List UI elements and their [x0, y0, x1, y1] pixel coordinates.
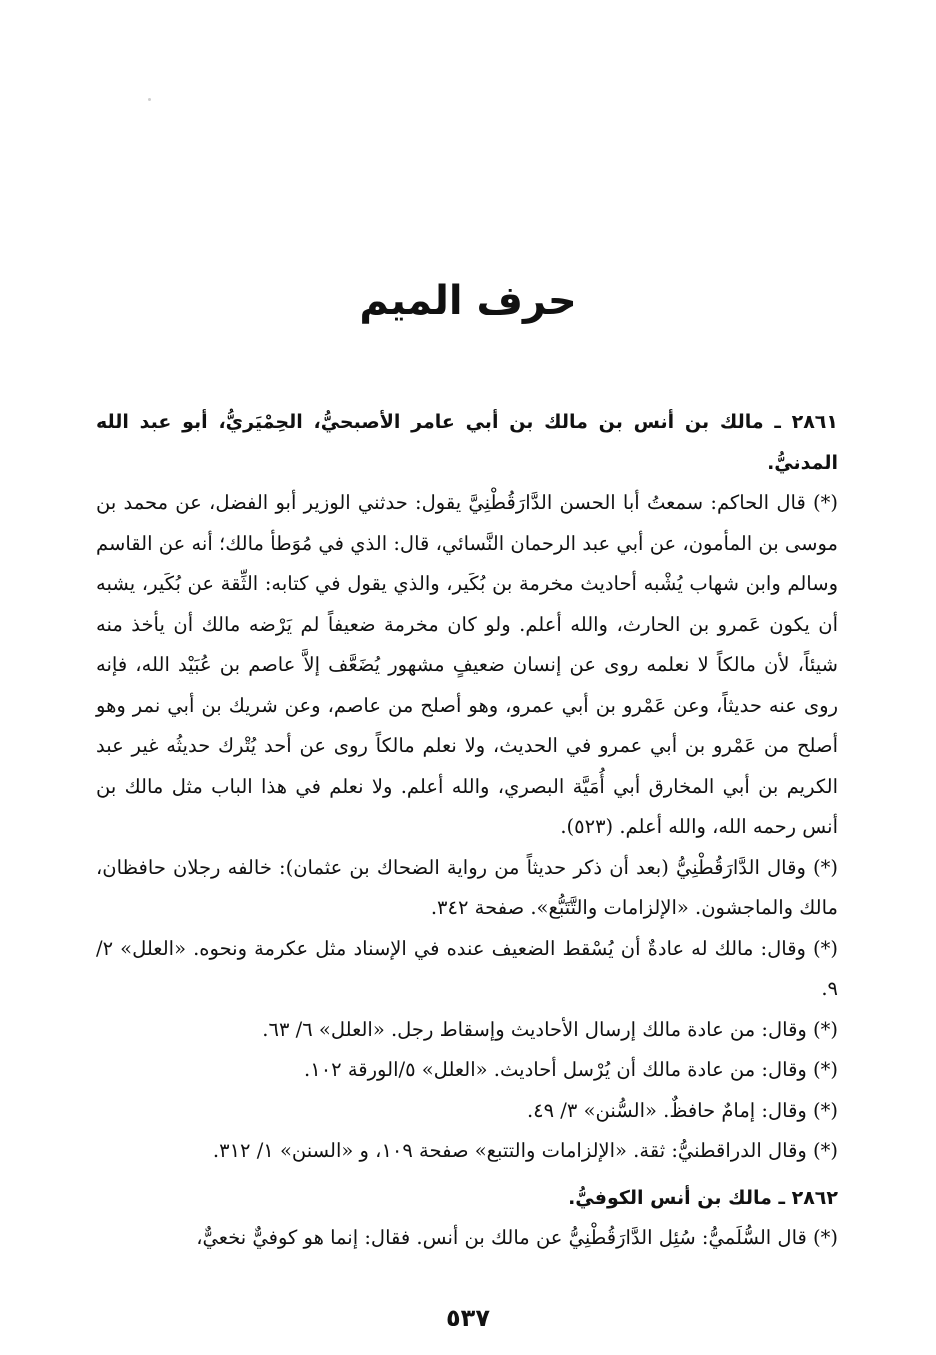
entry-2861-paragraph-hakim: (*) قال الحاكم: سمعتُ أبا الحسن الدَّارَقُطْنِيَّ يقول: حدثني الوزير أبو الفضل، عن محمد بن موسى بن المأمون، عن أبي عبد الرحمان النَّسائي، قال: الذي في مُوَطأ مالك؛ أنه عن القاسم وسالم وابن شهاب يُشْبه أحاديث مخرمة بن بُكَير، والذي يقول في كتابه: الثِّقة عن بُكَير، يشبه أن يكون عَمرو بن الحارث، والله أعلم. ولو كان مخرمة ضعيفاً لم يَرْضه مالك أن يأخذ منه شيئاً، لأن مالكاً لا نعلمه روى عن إنسان ضعيفٍ مشهور يُضَعَّف إلاَّ عاصم بن عُبَيْد الله، فإنه روى عنه حديثاً، وعن عَمْرو بن أبي عمرو، وهو أصلح من عاصم، وعن شريك بن أبي نمر وهو أصلح من عَمْرو بن أبي عمرو في الحديث، ولا نعلم مالكاً روى عن أحد يُتْرك حديثُه غير عبد الكريم بن أبي المخارق أبي أُمَيَّة البصري، والله أعلم. ولا نعلم في هذا الباب مثل مالك بن أنس رحمه الله، والله أعلم. (٥٢٣).: [96, 491, 838, 838]
scan-speck: [148, 98, 151, 101]
chapter-title: حرف الميم: [359, 277, 577, 324]
entry-2861-short-line-3: (*) وقال: إمامٌ حافظٌ. «السُّنن» ٣/ ٤٩.: [526, 1098, 838, 1122]
page-body: [96, 402, 838, 1259]
entry-2862-paragraph-sulami: (*) قال السُّلَميُّ: سُئِل الدَّارَقُطْنِيُّ عن مالك بن أنس. فقال: إنما هو كوفيٌّ نخعيٌّ،: [196, 1226, 838, 1249]
entry-2861-short-line-2: (*) وقال: من عادة مالك أن يُرْسل أحاديث. «العلل» ٥/الورقة ١٠٢.: [304, 1058, 838, 1081]
entry-2861-paragraph-ilal: (*) وقال: مالك له عادةٌ أن يُسْقط الضعيف عنده في الإسناد مثل عكرمة ونحوه. «العلل» ٢/ ٩.: [96, 936, 838, 1000]
entry-heading-2861: ٢٨٦١ ـ مالك بن أنس بن مالك بن أبي عامر الأصبحيُّ، الحِمْيَريُّ، أبو عبد الله المدنيُّ.: [96, 411, 838, 474]
entry-2861-short-line-4: (*) وقال الدراقطنيُّ: ثقة. «الإلزامات والتتبع» صفحة ١٠٩، و «السنن» ١/ ٣١٢.: [212, 1139, 838, 1162]
entry-heading-2862: ٢٨٦٢ ـ مالك بن أنس الكوفيُّ.: [568, 1186, 838, 1209]
entry-2861-paragraph-ilzamat: (*) وقال الدَّارَقُطْنِيُّ (بعد أن ذكر حديثاً من رواية الضحاك بن عثمان): خالفه رجلان حافظان، مالك والماجشون. «الإلزامات والتَّتَبُّع». صفحة ٣٤٢.: [96, 855, 838, 919]
page-number: ٥٣٧: [446, 1304, 490, 1332]
entry-2861-short-line-1: (*) وقال: من عادة مالك إرسال الأحاديث وإسقاط رجل. «العلل» ٦/ ٦٣.: [262, 1017, 838, 1041]
